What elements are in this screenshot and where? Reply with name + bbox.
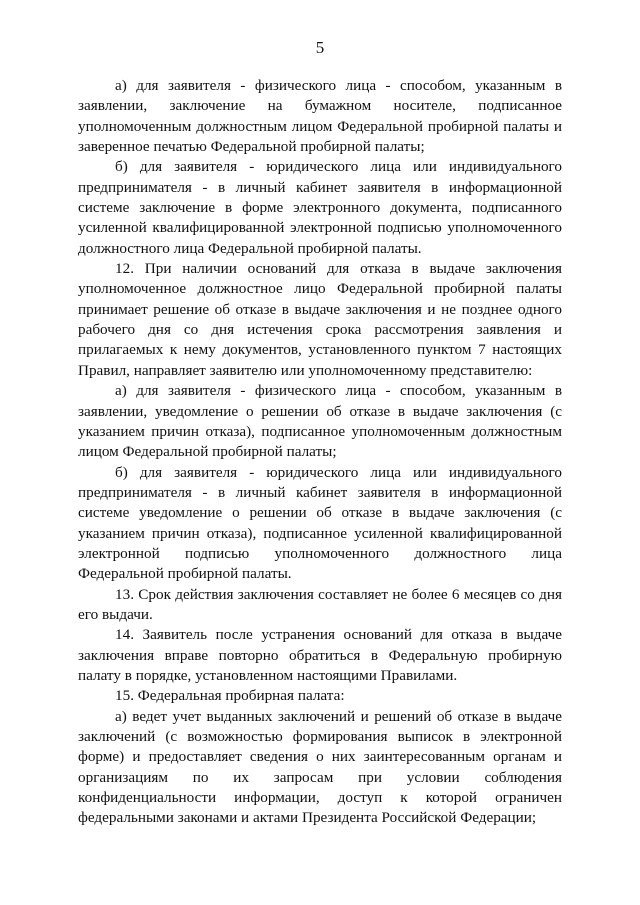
paragraph-15a-records-keeping: а) ведет учет выданных заключений и решений об отказе в выдаче заключений (с возможностью формирования выписок в электронной форме) и предоставляет сведения о них заинтересованным органам и организациям по их запросам при условии соблюдения конфиденциальности информации, доступ к которой ограничен федеральными законами и актами Президента Российской Федерации; [78, 707, 562, 827]
paragraph-15-assay-chamber: 15. Федеральная пробирная палата: [115, 687, 345, 705]
paragraph-14-repeat-application: 14. Заявитель после устранения оснований для отказа в выдаче заключения вправе повторно обратиться в Федеральную пробирную палату в порядке, установленном настоящими Правилами. [78, 626, 562, 684]
paragraph-1b-legal-entity-delivery: б) для заявителя - юридического лица или индивидуального предпринимателя - в личный кабинет заявителя в информационной системе заключение в форме электронного документа, подписанного усиленной квалифицированной электронной подписью уполномоченного должностного лица Федеральной пробирной палаты. [78, 158, 562, 257]
page-number: 5 [315, 38, 325, 57]
paragraph-12b-legal-entity-notice: б) для заявителя - юридического лица или индивидуального предпринимателя - в личный кабинет заявителя в информационной системе уведомление о решении об отказе в выдаче заключения (с указанием причин отказа), подписанное усиленной квалифицированной электронной подписью уполномоченного должностного лица Федеральной пробирной палаты. [78, 463, 562, 583]
document-body [78, 76, 562, 829]
paragraph-12a-physical-person-notice: а) для заявителя - физического лица - способом, указанным в заявлении, уведомление о решении об отказе в выдаче заключения (с указанием причин отказа), подписанное уполномоченным должностным лицом Федеральной пробирной палаты; [78, 382, 562, 461]
paragraph-13-validity-period: 13. Срок действия заключения составляет не более 6 месяцев со дня его выдачи. [78, 585, 562, 623]
paragraph-1a-physical-person-delivery: а) для заявителя - физического лица - способом, указанным в заявлении, заключение на бумажном носителе, подписанное уполномоченным должностным лицом Федеральной пробирной палаты и заверенное печатью Федеральной пробирной палаты; [78, 77, 562, 156]
paragraph-12-refusal-grounds: 12. При наличии оснований для отказа в выдаче заключения уполномоченное должностное лицо Федеральной пробирной палаты принимает решение об отказе в выдаче заключения и не позднее одного рабочего дня со дня истечения срока рассмотрения заявления и прилагаемых к нему документов, установленного пунктом 7 настоящих Правил, направляет заявителю или уполномоченному представителю: [78, 260, 562, 379]
